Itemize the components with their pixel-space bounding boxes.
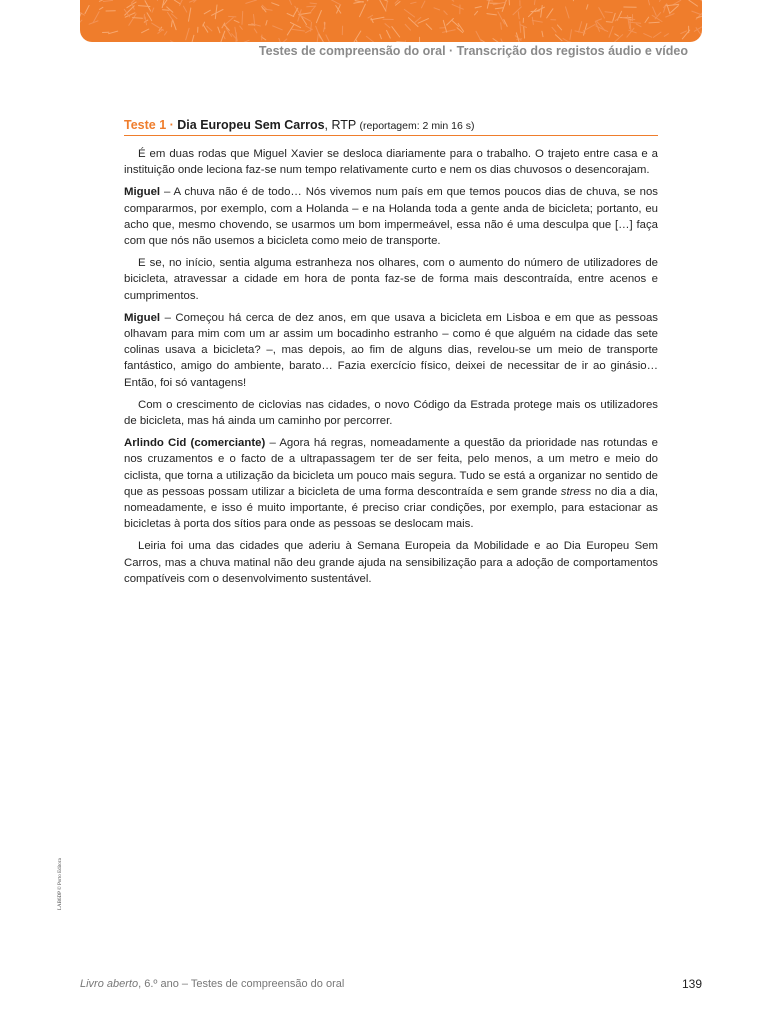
banner-scribble — [191, 35, 194, 42]
banner-scribble — [487, 0, 493, 1]
banner-scribble — [133, 18, 143, 19]
banner-scribble — [647, 0, 650, 5]
banner-scribble — [310, 3, 316, 4]
banner-scribble — [180, 0, 184, 6]
banner-scribble — [547, 9, 553, 18]
banner-scribble — [246, 0, 257, 3]
banner-scribble — [386, 2, 388, 11]
banner-scribble — [689, 0, 698, 6]
paragraph-2 — [124, 184, 658, 249]
footer-book-title: Livro aberto — [80, 978, 139, 990]
banner-scribble — [667, 5, 670, 14]
banner-scribble — [354, 31, 361, 42]
banner-scribble — [556, 35, 563, 41]
banner-scribble — [186, 28, 189, 40]
banner-scribble — [552, 27, 556, 32]
banner-scribble — [293, 8, 298, 16]
banner-scribble — [240, 26, 243, 29]
speaker-name: Miguel — [124, 186, 161, 199]
banner-scribble — [450, 0, 454, 1]
banner-scribble — [80, 20, 82, 27]
banner-scribble — [242, 11, 243, 24]
test-title: Dia Europeu Sem Carros — [177, 118, 325, 132]
test-duration: (reportagem: 2 min 16 s) — [359, 120, 475, 132]
banner-scribble — [532, 20, 542, 22]
speaker-name: Arlindo Cid (comerciante) — [124, 437, 266, 450]
banner-scribble — [147, 13, 152, 21]
banner-scribble — [613, 13, 616, 21]
banner-scribble — [653, 7, 657, 15]
banner-scribble — [422, 1, 425, 8]
page-number: 139 — [681, 977, 702, 991]
banner-scribble — [501, 23, 502, 30]
banner-scribble — [292, 29, 305, 31]
banner-scribble — [606, 22, 612, 23]
banner-scribble — [266, 21, 267, 26]
paragraph-1: É em duas rodas que Miguel Xavier se desloca diariamente para o trabalho. O trajeto entre casa e a instituição onde leciona faz-se num tempo relativamente curto e nem os dias chuvosos o desencorajam. — [124, 148, 658, 177]
footer-book-rest: , 6.º ano – Testes de compreensão do oral — [138, 978, 345, 990]
banner-scribble — [609, 26, 613, 37]
banner-scribble — [534, 0, 536, 5]
paragraph-4 — [124, 310, 658, 391]
banner-scribble — [142, 29, 149, 33]
banner-scribble — [172, 14, 178, 19]
running-header: Testes de compreensão do oral · Transcrição dos registos áudio e vídeo — [258, 44, 688, 58]
banner-scribble — [380, 0, 386, 11]
banner-scribble — [513, 7, 521, 15]
banner-scribble — [317, 33, 319, 42]
banner-scribble — [85, 6, 89, 14]
banner-scribble — [367, 0, 375, 1]
banner-scribble — [487, 14, 497, 15]
banner-scribble — [207, 26, 212, 31]
banner-scribble — [332, 0, 341, 5]
banner-scribble — [184, 6, 187, 12]
banner-scribble — [599, 8, 605, 18]
transcript-body — [124, 146, 658, 593]
banner-scribble — [660, 0, 667, 1]
banner-scribble — [124, 9, 129, 16]
banner-scribble — [164, 0, 171, 5]
banner-scribble — [307, 6, 316, 7]
speech-text: – Começou há cerca de dez anos, em que usava a bicicleta em Lisboa e em que as pessoas olhavam para mim com um ar assim um bocadinho estranho – como é que alguém na cidade das sete colinas usava a bicicleta? –, mas depois, ao fim de alguns dias, revelou-se um meio de transporte fantástico, amigo do ambiente, barato… Fazia exercício físico, deixei de necessitar de ir ao ginásio… Então, foi só vantagens! — [124, 311, 658, 389]
banner-scribble — [701, 1, 702, 2]
banner-scribble — [80, 13, 81, 24]
banner-scribble — [541, 6, 543, 18]
banner-scribble — [203, 25, 208, 33]
banner-scribble — [326, 35, 329, 42]
banner-scribble — [145, 17, 146, 25]
paragraph-3: E se, no início, sentia alguma estranheza nos olhares, com o aumento do número de utilizadores de bicicleta, atravessar a cidade em hora de ponta faz-se de forma mais descontraída, entre acenos e cumprimentos. — [124, 257, 658, 302]
banner-pattern — [80, 0, 702, 42]
banner-scribble — [157, 0, 158, 1]
banner-scribble — [171, 41, 182, 42]
banner-scribble — [387, 30, 391, 38]
banner-scribble — [495, 8, 503, 9]
banner-scribble — [563, 39, 573, 42]
banner-scribble — [316, 11, 321, 23]
banner-scribble — [520, 22, 521, 33]
top-banner — [80, 0, 702, 42]
banner-scribble — [517, 39, 522, 40]
banner-scribble — [319, 33, 325, 42]
banner-scribble — [573, 0, 574, 1]
banner-scribble — [174, 0, 180, 4]
banner-scribble — [443, 20, 446, 32]
banner-scribble — [254, 29, 257, 33]
emphasized-word: stress — [560, 485, 592, 498]
banner-scribble — [447, 19, 454, 26]
speech-text: – Agora há regras, nomeadamente a questão da prioridade nas rotundas e nos cruzamentos e o facto de a ultrapassagem ter de ser feita, pelo menos, a um metro e meio do ciclista, que torna a utilização da bicicleta um pouco mais segura. Tudo se está a organizar no sentido de que as pessoas possam utilizar a bicicleta de uma forma descontraída e sem grande — [124, 437, 658, 498]
banner-scribble — [163, 10, 170, 11]
footer-book-info — [80, 978, 344, 990]
banner-scribble — [215, 5, 217, 19]
banner-scribble — [487, 0, 490, 8]
banner-scribble — [103, 0, 112, 1]
banner-scribble — [629, 22, 641, 23]
banner-scribble — [371, 17, 384, 20]
banner-scribble — [397, 42, 406, 43]
banner-scribble — [132, 0, 142, 3]
banner-scribble — [409, 18, 419, 27]
banner-scribble — [378, 0, 388, 1]
banner-scribble — [566, 7, 570, 18]
banner-scribble — [532, 17, 533, 24]
banner-scribble — [289, 0, 291, 4]
banner-scribble — [380, 34, 382, 38]
banner-scribble — [244, 40, 249, 42]
banner-scribble — [152, 8, 154, 12]
banner-scribble — [171, 21, 172, 27]
banner-scribble — [218, 27, 220, 33]
banner-scribble — [529, 9, 537, 17]
test-label: Teste 1 · — [124, 118, 174, 132]
banner-scribble — [542, 31, 543, 36]
banner-scribble — [475, 11, 478, 15]
banner-scribble — [411, 2, 416, 3]
banner-scribble — [557, 25, 561, 30]
speech-text: no dia a dia, nomeadamente, e isso é muito importante, é preciso criar condições, por exemplo, para estacionar as bicicletas à porta dos sítios para onde as pessoas se deslocam mais. — [124, 485, 658, 531]
banner-scribble — [189, 8, 191, 21]
banner-scribble — [234, 20, 239, 22]
banner-scribble — [405, 24, 410, 30]
banner-scribble — [476, 31, 481, 41]
banner-scribble — [498, 12, 505, 24]
test-source: , RTP — [324, 118, 357, 132]
banner-scribble — [434, 8, 440, 10]
banner-scribble — [109, 31, 118, 34]
banner-scribble — [443, 30, 456, 33]
banner-scribble — [272, 3, 279, 6]
banner-scribble — [444, 11, 447, 15]
banner-scribble — [366, 36, 373, 42]
banner-scribble — [681, 31, 687, 34]
paragraph-6 — [124, 435, 658, 532]
banner-scribble — [605, 12, 612, 13]
banner-scribble — [311, 6, 315, 11]
banner-scribble — [645, 17, 649, 22]
banner-scribble — [583, 25, 595, 32]
banner-scribble — [664, 34, 668, 37]
banner-scribble — [587, 5, 588, 9]
paragraph-5: Com o crescimento de ciclovias nas cidades, o novo Código da Estrada protege mais os utilizadores de bicicleta, mas há ainda um caminho por percorrer. — [124, 398, 658, 428]
banner-scribble — [531, 11, 540, 12]
banner-scribble — [692, 11, 702, 15]
paragraph-7: Leiria foi uma das cidades que aderiu à Semana Europeia da Mobilidade e ao Dia Europeu Sem Carros, mas a chuva matinal não deu grande ajuda na sensibilização para a adoção de comportamentos compatíveis com o desenvolvimento sustentável. — [124, 540, 658, 585]
banner-scribble — [475, 7, 481, 8]
banner-scribble — [385, 24, 390, 28]
banner-scribble — [649, 22, 659, 23]
banner-scribble — [524, 26, 525, 38]
banner-scribble — [368, 15, 373, 18]
banner-scribble — [501, 39, 506, 42]
banner-scribble — [371, 18, 373, 22]
banner-scribble — [212, 10, 223, 16]
banner-scribble — [404, 9, 414, 17]
banner-scribble — [615, 34, 619, 36]
banner-scribble — [277, 39, 287, 42]
banner-scribble — [287, 13, 294, 16]
banner-scribble — [100, 7, 103, 9]
section-heading — [124, 117, 658, 136]
banner-scribble — [518, 12, 519, 19]
banner-scribble — [273, 26, 283, 30]
banner-scribble — [426, 24, 432, 30]
banner-scribble — [644, 34, 652, 38]
banner-scribble — [653, 32, 661, 37]
speaker-name: Miguel — [124, 311, 161, 324]
banner-scribble — [229, 16, 236, 17]
banner-scribble — [570, 30, 572, 40]
banner-scribble — [173, 20, 177, 30]
speech-text: – A chuva não é de todo… Nós vivemos num país em que temos poucos dias de chuva, se nos compararmos, por exemplo, com a Holanda – e na Holanda toda a gente anda de bicicleta; portanto, eu acho que, mesmo chovendo, se usarmos um bom impermeável, essa não é uma desculpa que […] faça com que nós não usemos a bicicleta como meio de transporte. — [124, 186, 658, 248]
banner-scribble — [392, 27, 400, 37]
banner-scribble — [493, 39, 498, 42]
banner-scribble — [509, 0, 510, 5]
banner-scribble — [279, 39, 281, 43]
banner-scribble — [418, 19, 428, 24]
banner-scribble — [670, 6, 678, 13]
banner-scribble — [360, 4, 366, 17]
banner-scribble — [356, 40, 359, 42]
banner-scribble — [636, 24, 641, 27]
banner-scribble — [579, 22, 582, 32]
banner-scribble — [204, 10, 210, 14]
side-credit: LAB6DP © Porto Editora — [58, 858, 63, 910]
banner-scribble — [165, 32, 167, 35]
banner-scribble — [458, 23, 464, 31]
banner-scribble — [452, 4, 463, 9]
